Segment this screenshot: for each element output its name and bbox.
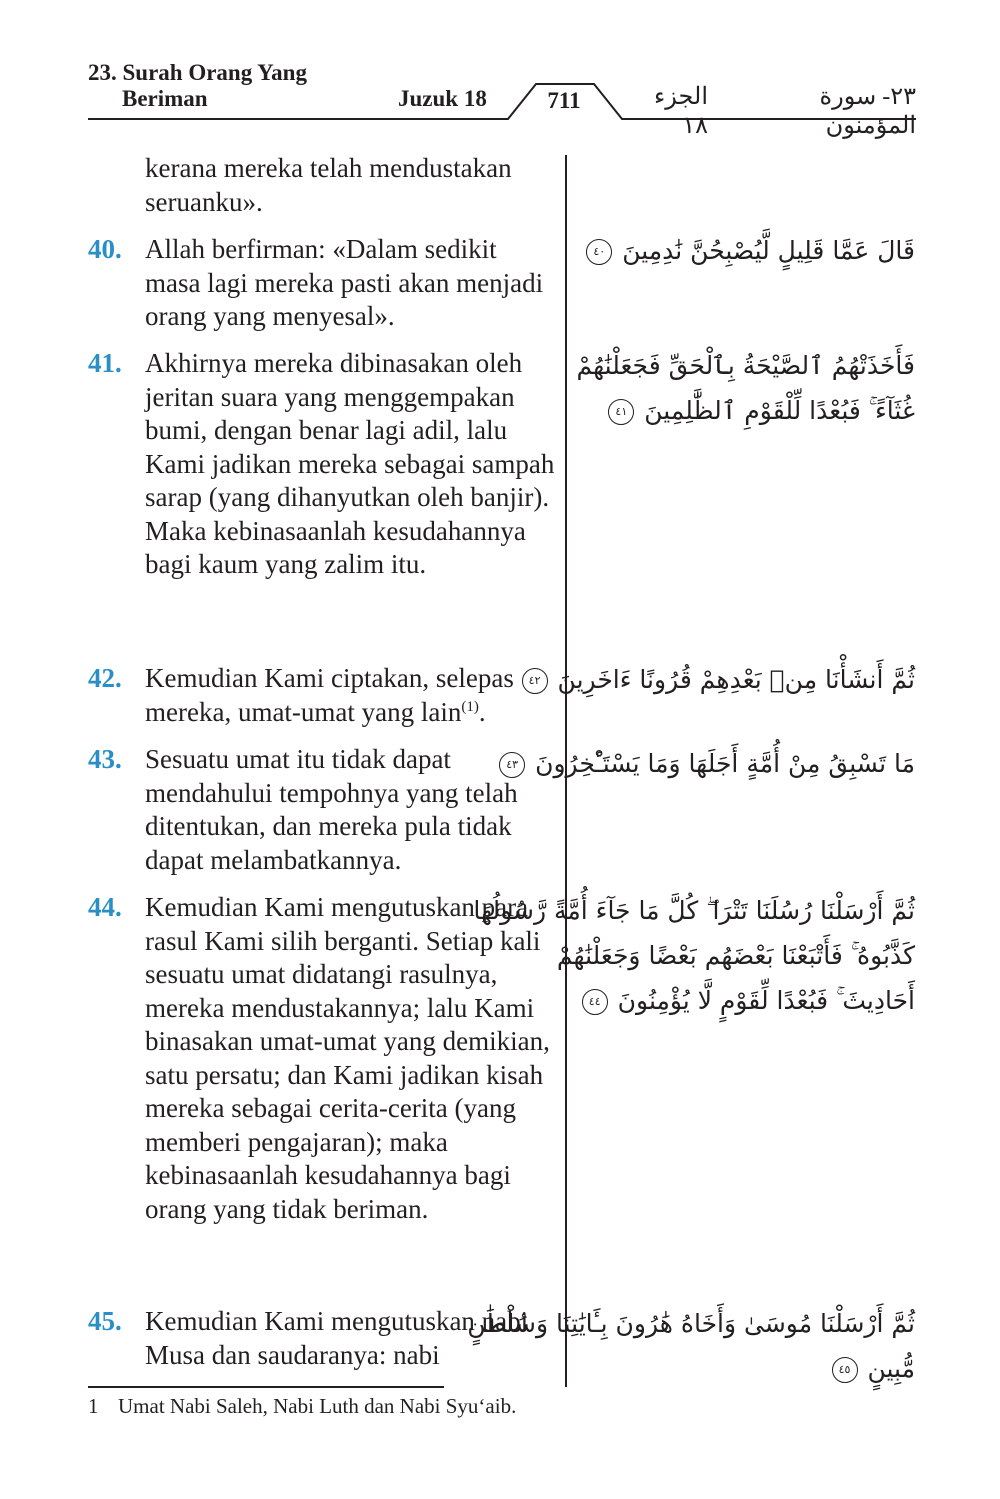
- verse-number: 41.: [88, 348, 122, 378]
- verse-translation: Kemudian Kami ciptakan, selepas mereka, umat-umat yang lain$^{(1)}$.: [145, 663, 514, 727]
- verse-translation: kerana mereka telah mendustakan seruanku».: [145, 153, 512, 217]
- surah-title-arabic: ٢٣- سورة المؤمنون: [819, 84, 916, 139]
- ayah-end-marker: ٤٢: [522, 668, 548, 694]
- verse-44: [88, 891, 558, 1226]
- ayah-end-marker: ٤٣: [499, 752, 525, 778]
- page-number: 711: [547, 88, 581, 113]
- arabic-line: مَا تَسْبِقُ مِنْ أُمَّةٍ أَجَلَهَا وَمَا يَسْتَـْٔخِرُونَ ٤٣: [585, 741, 915, 786]
- ayah-end-marker: ٤١: [608, 399, 634, 425]
- ayah-end-marker: ٤٠: [586, 239, 612, 265]
- verse-40: [88, 233, 558, 334]
- verse-43-arabic: [506, 741, 915, 786]
- footnote-number: 1: [88, 1394, 99, 1418]
- arabic-line: كَذَّبُوهُ ۚ فَأَتْبَعْنَا بَعْضَهُم بَعْضًا وَجَعَلْنَٰهُمْ: [556, 941, 915, 970]
- verse-41-arabic: [576, 343, 915, 433]
- verse-45-arabic: [467, 1301, 915, 1391]
- juz-label-arabic: الجزء ١٨: [654, 84, 708, 139]
- verse-translation: Allah berfirman: «Dalam sedikit masa lagi mereka pasti akan menjadi orang yang menyesal».: [145, 234, 544, 331]
- verse-translation: Sesuatu umat itu tidak dapat mendahului tempohnya yang telah ditentukan, dan mereka pula tidak dapat melambatkannya.: [145, 744, 518, 875]
- verse-44-arabic: [473, 888, 915, 1023]
- arabic-line: مُّبِينٍ ٤٥: [585, 1346, 915, 1391]
- verse-translation: Kemudian Kami mengutuskan para rasul Kami silih berganti. Setiap kali sesuatu umat didatangi rasulnya, mereka mendustakannya; lalu Kami binasakan umat-umat yang demikian, satu persatu; dan Kami jadikan kisah mereka sebagai cerita-cerita (yang memberi pengajaran); maka kebinasaanlah kesudahannya bagi orang yang tidak beriman.: [145, 892, 550, 1224]
- verse-39-continuation: [88, 152, 558, 219]
- footnote-reference: (1): [461, 698, 479, 715]
- footnote-rule: [88, 1386, 444, 1388]
- arabic-line: غُثَآءً ۚ فَبُعْدًا لِّلْقَوْمِ ٱلظَّٰلِمِينَ ٤١: [585, 388, 915, 433]
- verse-number: 43.: [88, 744, 122, 774]
- arabic-line: ثُمَّ أَرْسَلْنَا رُسُلَنَا تَتْرَا ۖ كُلَّ مَا جَآءَ أُمَّةً رَّسُولُهَا: [473, 896, 915, 925]
- verse-40-arabic: [585, 228, 915, 273]
- verse-number: 45.: [88, 1306, 122, 1336]
- verse-41: [88, 347, 558, 582]
- verse-translation: Akhirnya mereka dibinasakan oleh jeritan suara yang menggempakan bumi, dengan benar lagi adil, lalu Kami jadikan mereka sebagai sampah sarap (yang dihanyutkan oleh banjir). Maka kebinasaanlah kesudahannya bagi kaum yang zalim itu.: [145, 348, 555, 579]
- arabic-line: ثُمَّ أَنشَأْنَا مِنۢ بَعْدِهِمْ قُرُونًا ءَاخَرِينَ ٤٢: [585, 657, 915, 702]
- surah-title-line1: 23. Surah Orang Yang: [88, 60, 307, 85]
- verse-43: [88, 743, 558, 877]
- verse-translation: Kemudian Kami mengutuskan nabi Musa dan saudaranya: nabi: [145, 1306, 529, 1370]
- arabic-line: قَالَ عَمَّا قَلِيلٍ لَّيُصْبِحُنَّ نَٰدِمِينَ ٤٠: [585, 228, 915, 273]
- ayah-end-marker: ٤٤: [582, 989, 608, 1015]
- arabic-line: ثُمَّ أَرْسَلْنَا مُوسَىٰ وَأَخَاهُ هَٰرُونَ بِـَٔايَٰتِنَا وَسُلْطَٰنٍ: [467, 1309, 915, 1338]
- surah-title-line2: Beriman: [122, 86, 208, 111]
- arabic-line: فَأَخَذَتْهُمُ ٱلصَّيْحَةُ بِٱلْحَقِّ فَجَعَلْنَٰهُمْ: [576, 351, 915, 380]
- arabic-line: أَحَادِيثَ ۚ فَبُعْدًا لِّقَوْمٍ لَّا يُؤْمِنُونَ ٤٤: [585, 978, 915, 1023]
- verse-number: 40.: [88, 234, 122, 264]
- juz-label-latin: Juzuk 18: [398, 86, 487, 111]
- footnote-text: Umat Nabi Saleh, Nabi Luth dan Nabi Syu‘aib.: [118, 1394, 517, 1418]
- verse-42-arabic: [528, 657, 915, 702]
- footnote: [88, 1394, 516, 1419]
- ayah-end-marker: ٤٥: [832, 1357, 858, 1383]
- verse-number: 42.: [88, 663, 122, 693]
- verse-42: [88, 662, 558, 729]
- verse-number: 44.: [88, 892, 122, 922]
